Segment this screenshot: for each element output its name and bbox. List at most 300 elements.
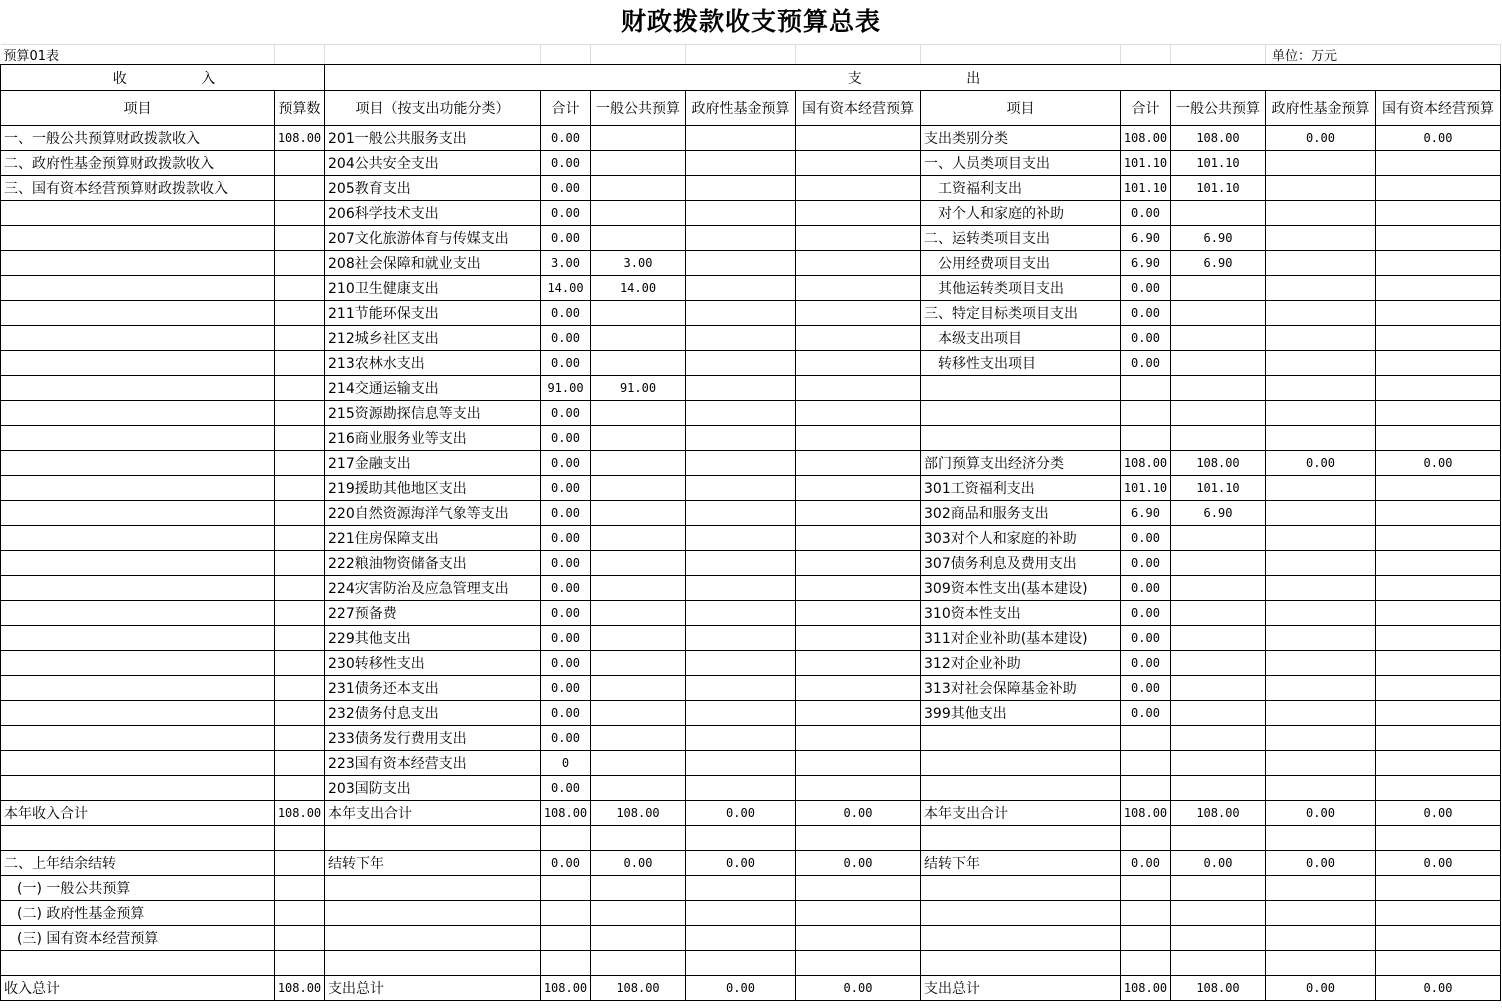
cell-econ-general[interactable] <box>1171 926 1266 951</box>
cell-func-general[interactable] <box>591 201 686 226</box>
cell-func-fund[interactable] <box>686 326 796 351</box>
cell-func-state[interactable] <box>796 751 921 776</box>
cell-econ-fund[interactable] <box>1266 901 1376 926</box>
cell-econ-state[interactable] <box>1376 501 1501 526</box>
cell[interactable] <box>921 45 1121 65</box>
cell-econ-fund[interactable] <box>1266 601 1376 626</box>
cell-func-general[interactable] <box>591 576 686 601</box>
cell-econ-state[interactable]: 0.00 <box>1376 801 1501 826</box>
cell[interactable] <box>686 45 796 65</box>
cell-func-item[interactable]: 支出总计 <box>325 976 541 1001</box>
cell-econ-general[interactable]: 108.00 <box>1171 451 1266 476</box>
cell-econ-total[interactable] <box>1121 776 1171 801</box>
cell-func-total[interactable]: 0.00 <box>541 651 591 676</box>
cell-econ-item[interactable]: 312对企业补助 <box>921 651 1121 676</box>
cell-func-general[interactable] <box>591 826 686 851</box>
cell-econ-state[interactable] <box>1376 576 1501 601</box>
cell-income-budget[interactable] <box>275 776 325 801</box>
cell-econ-item[interactable]: 311对企业补助(基本建设) <box>921 626 1121 651</box>
cell-econ-fund[interactable] <box>1266 626 1376 651</box>
cell-func-state[interactable] <box>796 651 921 676</box>
cell-income-budget[interactable] <box>275 951 325 976</box>
cell-econ-item[interactable]: 一、人员类项目支出 <box>921 151 1121 176</box>
cell-func-total[interactable]: 0.00 <box>541 426 591 451</box>
cell-func-item[interactable]: 230转移性支出 <box>325 651 541 676</box>
cell-econ-total[interactable] <box>1121 826 1171 851</box>
cell-econ-general[interactable] <box>1171 301 1266 326</box>
cell-func-total[interactable]: 0.00 <box>541 676 591 701</box>
cell-econ-state[interactable]: 0.00 <box>1376 851 1501 876</box>
cell-econ-state[interactable] <box>1376 726 1501 751</box>
cell-econ-fund[interactable] <box>1266 826 1376 851</box>
cell-func-total[interactable]: 0.00 <box>541 501 591 526</box>
cell-econ-item[interactable]: 309资本性支出(基本建设) <box>921 576 1121 601</box>
cell[interactable] <box>1171 45 1266 65</box>
cell-func-total[interactable]: 14.00 <box>541 276 591 301</box>
cell-econ-total[interactable] <box>1121 376 1171 401</box>
cell-econ-item[interactable]: 三、特定目标类项目支出 <box>921 301 1121 326</box>
cell-income-budget[interactable]: 108.00 <box>275 801 325 826</box>
cell-income-item[interactable]: (二) 政府性基金预算 <box>1 901 275 926</box>
cell-income-item[interactable] <box>1 476 275 501</box>
cell-func-item[interactable]: 211节能环保支出 <box>325 301 541 326</box>
col-header-state[interactable]: 国有资本经营预算 <box>796 91 921 126</box>
cell-econ-total[interactable]: 0.00 <box>1121 526 1171 551</box>
cell-income-item[interactable] <box>1 376 275 401</box>
cell-func-fund[interactable] <box>686 551 796 576</box>
cell-econ-state[interactable] <box>1376 351 1501 376</box>
cell-econ-fund[interactable] <box>1266 651 1376 676</box>
cell-func-total[interactable]: 0.00 <box>541 851 591 876</box>
cell-income-item[interactable] <box>1 726 275 751</box>
cell-func-state[interactable] <box>796 876 921 901</box>
cell-econ-state[interactable] <box>1376 626 1501 651</box>
cell-econ-fund[interactable] <box>1266 576 1376 601</box>
cell-income-item[interactable] <box>1 601 275 626</box>
cell-econ-total[interactable]: 0.00 <box>1121 676 1171 701</box>
cell-func-item[interactable]: 227预备费 <box>325 601 541 626</box>
cell-econ-total[interactable]: 6.90 <box>1121 501 1171 526</box>
col-header-total-2[interactable]: 合计 <box>1121 91 1171 126</box>
cell-func-fund[interactable] <box>686 401 796 426</box>
cell-income-item[interactable] <box>1 201 275 226</box>
cell-func-total[interactable]: 0.00 <box>541 526 591 551</box>
col-header-general[interactable]: 一般公共预算 <box>591 91 686 126</box>
cell-func-total[interactable]: 0.00 <box>541 201 591 226</box>
cell-econ-general[interactable] <box>1171 876 1266 901</box>
cell-func-item[interactable] <box>325 901 541 926</box>
cell-func-item[interactable]: 214交通运输支出 <box>325 376 541 401</box>
cell-econ-general[interactable] <box>1171 676 1266 701</box>
cell-func-state[interactable] <box>796 176 921 201</box>
cell-econ-fund[interactable] <box>1266 676 1376 701</box>
cell-func-state[interactable] <box>796 276 921 301</box>
cell-income-budget[interactable] <box>275 676 325 701</box>
cell-func-total[interactable]: 0.00 <box>541 151 591 176</box>
cell-func-fund[interactable]: 0.00 <box>686 851 796 876</box>
cell-econ-general[interactable] <box>1171 376 1266 401</box>
cell-econ-fund[interactable] <box>1266 151 1376 176</box>
cell-econ-general[interactable] <box>1171 951 1266 976</box>
cell-func-general[interactable] <box>591 776 686 801</box>
cell-func-total[interactable]: 91.00 <box>541 376 591 401</box>
cell-income-budget[interactable] <box>275 701 325 726</box>
cell-econ-state[interactable] <box>1376 151 1501 176</box>
cell-econ-fund[interactable] <box>1266 726 1376 751</box>
cell-income-item[interactable]: (三) 国有资本经营预算 <box>1 926 275 951</box>
col-header-total[interactable]: 合计 <box>541 91 591 126</box>
cell-income-budget[interactable] <box>275 476 325 501</box>
cell-func-general[interactable] <box>591 501 686 526</box>
cell-func-state[interactable] <box>796 776 921 801</box>
cell-econ-state[interactable] <box>1376 251 1501 276</box>
cell-func-general[interactable] <box>591 451 686 476</box>
cell-func-general[interactable]: 3.00 <box>591 251 686 276</box>
cell-econ-state[interactable] <box>1376 901 1501 926</box>
cell-func-general[interactable] <box>591 876 686 901</box>
cell-income-item[interactable] <box>1 426 275 451</box>
cell-func-total[interactable]: 0.00 <box>541 326 591 351</box>
cell-func-item[interactable] <box>325 926 541 951</box>
cell-econ-state[interactable] <box>1376 926 1501 951</box>
cell-income-item[interactable] <box>1 626 275 651</box>
cell-func-total[interactable]: 0.00 <box>541 401 591 426</box>
cell-income-budget[interactable] <box>275 226 325 251</box>
cell-func-fund[interactable] <box>686 426 796 451</box>
cell-func-general[interactable]: 91.00 <box>591 376 686 401</box>
cell-func-fund[interactable] <box>686 476 796 501</box>
cell-econ-state[interactable] <box>1376 551 1501 576</box>
cell-func-fund[interactable] <box>686 901 796 926</box>
cell-income-item[interactable]: 二、上年结余结转 <box>1 851 275 876</box>
col-header-income-item[interactable]: 项目 <box>1 91 275 126</box>
cell-econ-general[interactable] <box>1171 826 1266 851</box>
cell-econ-item[interactable]: 301工资福利支出 <box>921 476 1121 501</box>
cell-econ-total[interactable] <box>1121 426 1171 451</box>
cell-func-item[interactable]: 210卫生健康支出 <box>325 276 541 301</box>
cell-func-state[interactable] <box>796 151 921 176</box>
cell-income-item[interactable] <box>1 276 275 301</box>
cell-func-state[interactable] <box>796 626 921 651</box>
cell-econ-total[interactable]: 108.00 <box>1121 976 1171 1001</box>
cell-func-state[interactable] <box>796 451 921 476</box>
cell[interactable] <box>275 45 325 65</box>
cell-econ-fund[interactable] <box>1266 701 1376 726</box>
cell-func-fund[interactable] <box>686 926 796 951</box>
cell-econ-item[interactable]: 部门预算支出经济分类 <box>921 451 1121 476</box>
cell-income-budget[interactable] <box>275 526 325 551</box>
cell-income-budget[interactable] <box>275 301 325 326</box>
cell-func-total[interactable]: 0.00 <box>541 626 591 651</box>
cell-func-fund[interactable]: 0.00 <box>686 801 796 826</box>
cell-func-general[interactable] <box>591 426 686 451</box>
cell-func-state[interactable] <box>796 701 921 726</box>
cell-econ-state[interactable]: 0.00 <box>1376 451 1501 476</box>
cell-econ-general[interactable] <box>1171 401 1266 426</box>
cell-income-budget[interactable] <box>275 326 325 351</box>
cell-econ-fund[interactable] <box>1266 776 1376 801</box>
cell-func-state[interactable] <box>796 126 921 151</box>
cell-func-item[interactable]: 205教育支出 <box>325 176 541 201</box>
cell-func-general[interactable] <box>591 126 686 151</box>
cell-func-item[interactable]: 222粮油物资储备支出 <box>325 551 541 576</box>
cell-func-total[interactable] <box>541 826 591 851</box>
cell-income-budget[interactable] <box>275 151 325 176</box>
cell-econ-item[interactable]: 支出总计 <box>921 976 1121 1001</box>
cell-func-total[interactable]: 0.00 <box>541 301 591 326</box>
cell-income-item[interactable] <box>1 451 275 476</box>
cell-econ-state[interactable] <box>1376 176 1501 201</box>
cell-income-budget[interactable] <box>275 351 325 376</box>
cell-func-item[interactable]: 206科学技术支出 <box>325 201 541 226</box>
cell-econ-item[interactable]: 303对个人和家庭的补助 <box>921 526 1121 551</box>
cell-func-fund[interactable] <box>686 626 796 651</box>
cell-func-fund[interactable] <box>686 676 796 701</box>
cell-func-state[interactable] <box>796 951 921 976</box>
cell-func-fund[interactable] <box>686 376 796 401</box>
cell-econ-total[interactable]: 0.00 <box>1121 201 1171 226</box>
cell-income-budget[interactable] <box>275 576 325 601</box>
cell-func-item[interactable]: 203国防支出 <box>325 776 541 801</box>
cell-income-budget[interactable] <box>275 276 325 301</box>
cell[interactable] <box>591 45 686 65</box>
cell-func-total[interactable]: 0.00 <box>541 601 591 626</box>
cell-econ-total[interactable]: 6.90 <box>1121 251 1171 276</box>
cell-func-item[interactable]: 208社会保障和就业支出 <box>325 251 541 276</box>
cell-econ-state[interactable] <box>1376 676 1501 701</box>
cell-func-state[interactable] <box>796 526 921 551</box>
cell-func-item[interactable] <box>325 876 541 901</box>
cell-func-general[interactable] <box>591 151 686 176</box>
cell-econ-state[interactable] <box>1376 401 1501 426</box>
cell-income-item[interactable] <box>1 301 275 326</box>
cell-income-budget[interactable] <box>275 651 325 676</box>
cell-econ-general[interactable] <box>1171 276 1266 301</box>
cell-econ-fund[interactable] <box>1266 326 1376 351</box>
cell-econ-state[interactable] <box>1376 476 1501 501</box>
cell-func-total[interactable]: 0.00 <box>541 176 591 201</box>
cell-econ-total[interactable]: 0.00 <box>1121 326 1171 351</box>
cell-econ-total[interactable]: 0.00 <box>1121 351 1171 376</box>
cell-income-item[interactable] <box>1 501 275 526</box>
cell-func-fund[interactable] <box>686 351 796 376</box>
cell-econ-fund[interactable] <box>1266 201 1376 226</box>
cell-func-state[interactable] <box>796 601 921 626</box>
cell-func-item[interactable]: 233债务发行费用支出 <box>325 726 541 751</box>
cell-econ-general[interactable] <box>1171 551 1266 576</box>
cell-income-budget[interactable] <box>275 626 325 651</box>
cell[interactable] <box>541 45 591 65</box>
cell-econ-item[interactable] <box>921 951 1121 976</box>
cell-func-state[interactable] <box>796 226 921 251</box>
cell-income-item[interactable]: 本年收入合计 <box>1 801 275 826</box>
cell-func-item[interactable]: 232债务付息支出 <box>325 701 541 726</box>
cell-econ-state[interactable] <box>1376 426 1501 451</box>
cell-func-general[interactable]: 108.00 <box>591 801 686 826</box>
cell-func-fund[interactable] <box>686 951 796 976</box>
cell-econ-fund[interactable] <box>1266 876 1376 901</box>
cell-func-state[interactable] <box>796 901 921 926</box>
col-header-item[interactable]: 项目 <box>921 91 1121 126</box>
cell-econ-state[interactable] <box>1376 276 1501 301</box>
cell-func-total[interactable]: 0.00 <box>541 476 591 501</box>
cell-income-item[interactable]: 收入总计 <box>1 976 275 1001</box>
cell-econ-total[interactable]: 0.00 <box>1121 551 1171 576</box>
cell-econ-total[interactable]: 6.90 <box>1121 226 1171 251</box>
cell-econ-general[interactable] <box>1171 901 1266 926</box>
cell-func-item[interactable]: 204公共安全支出 <box>325 151 541 176</box>
cell-econ-item[interactable]: 对个人和家庭的补助 <box>921 201 1121 226</box>
cell-func-state[interactable] <box>796 676 921 701</box>
cell-func-fund[interactable]: 0.00 <box>686 976 796 1001</box>
cell-econ-fund[interactable] <box>1266 401 1376 426</box>
cell-econ-total[interactable]: 108.00 <box>1121 801 1171 826</box>
cell-income-budget[interactable] <box>275 176 325 201</box>
cell-econ-total[interactable] <box>1121 951 1171 976</box>
cell-func-general[interactable] <box>591 551 686 576</box>
cell-func-item[interactable]: 212城乡社区支出 <box>325 326 541 351</box>
cell-func-general[interactable] <box>591 626 686 651</box>
cell-econ-total[interactable]: 0.00 <box>1121 601 1171 626</box>
cell-income-item[interactable] <box>1 776 275 801</box>
cell-econ-fund[interactable] <box>1266 501 1376 526</box>
cell-func-total[interactable] <box>541 876 591 901</box>
cell-econ-fund[interactable] <box>1266 751 1376 776</box>
cell-income-budget[interactable] <box>275 876 325 901</box>
cell-func-fund[interactable] <box>686 651 796 676</box>
cell-econ-general[interactable] <box>1171 326 1266 351</box>
cell-func-state[interactable]: 0.00 <box>796 976 921 1001</box>
cell-income-item[interactable] <box>1 226 275 251</box>
cell-func-state[interactable] <box>796 476 921 501</box>
cell-func-general[interactable] <box>591 701 686 726</box>
cell-econ-general[interactable] <box>1171 576 1266 601</box>
cell-func-total[interactable]: 0.00 <box>541 226 591 251</box>
cell-econ-state[interactable] <box>1376 701 1501 726</box>
cell-econ-total[interactable]: 0.00 <box>1121 626 1171 651</box>
cell-econ-general[interactable]: 108.00 <box>1171 976 1266 1001</box>
cell-func-total[interactable]: 0.00 <box>541 351 591 376</box>
cell-econ-item[interactable] <box>921 826 1121 851</box>
cell-func-general[interactable] <box>591 751 686 776</box>
cell-func-item[interactable]: 本年支出合计 <box>325 801 541 826</box>
cell-income-budget[interactable] <box>275 251 325 276</box>
cell-econ-item[interactable]: 转移性支出项目 <box>921 351 1121 376</box>
cell[interactable] <box>1121 45 1171 65</box>
cell-econ-fund[interactable] <box>1266 951 1376 976</box>
cell-econ-item[interactable]: 结转下年 <box>921 851 1121 876</box>
cell-income-item[interactable] <box>1 751 275 776</box>
cell-func-general[interactable] <box>591 351 686 376</box>
cell-econ-fund[interactable] <box>1266 276 1376 301</box>
cell-func-item[interactable]: 219援助其他地区支出 <box>325 476 541 501</box>
cell-econ-total[interactable]: 0.00 <box>1121 651 1171 676</box>
income-section-header[interactable]: 收 入 <box>1 65 325 91</box>
cell-func-item[interactable] <box>325 951 541 976</box>
cell-income-budget[interactable]: 108.00 <box>275 126 325 151</box>
cell-func-general[interactable] <box>591 526 686 551</box>
cell-func-general[interactable] <box>591 651 686 676</box>
cell-income-item[interactable] <box>1 951 275 976</box>
cell-econ-general[interactable]: 6.90 <box>1171 226 1266 251</box>
cell-econ-item[interactable]: 313对社会保障基金补助 <box>921 676 1121 701</box>
cell-econ-item[interactable]: 工资福利支出 <box>921 176 1121 201</box>
cell-econ-item[interactable] <box>921 401 1121 426</box>
cell-income-budget[interactable] <box>275 601 325 626</box>
cell-func-fund[interactable] <box>686 451 796 476</box>
cell-func-fund[interactable] <box>686 601 796 626</box>
cell-income-budget[interactable] <box>275 851 325 876</box>
cell-income-item[interactable] <box>1 676 275 701</box>
cell-func-fund[interactable] <box>686 526 796 551</box>
cell-econ-total[interactable]: 101.10 <box>1121 476 1171 501</box>
cell-econ-general[interactable] <box>1171 751 1266 776</box>
cell-func-state[interactable] <box>796 551 921 576</box>
cell-income-item[interactable] <box>1 326 275 351</box>
cell-func-fund[interactable] <box>686 726 796 751</box>
cell-func-fund[interactable] <box>686 251 796 276</box>
cell-econ-fund[interactable]: 0.00 <box>1266 851 1376 876</box>
cell-income-item[interactable] <box>1 401 275 426</box>
cell[interactable] <box>325 45 541 65</box>
cell-func-state[interactable] <box>796 201 921 226</box>
cell-econ-item[interactable] <box>921 901 1121 926</box>
cell-econ-item[interactable] <box>921 926 1121 951</box>
cell-income-item[interactable] <box>1 351 275 376</box>
cell-econ-total[interactable]: 101.10 <box>1121 151 1171 176</box>
cell-econ-total[interactable]: 0.00 <box>1121 301 1171 326</box>
cell-income-budget[interactable] <box>275 401 325 426</box>
cell-func-state[interactable]: 0.00 <box>796 801 921 826</box>
cell-func-fund[interactable] <box>686 826 796 851</box>
cell-econ-state[interactable] <box>1376 326 1501 351</box>
cell-func-fund[interactable] <box>686 701 796 726</box>
cell-func-fund[interactable] <box>686 301 796 326</box>
cell-econ-fund[interactable] <box>1266 251 1376 276</box>
cell-econ-state[interactable] <box>1376 376 1501 401</box>
cell-econ-total[interactable]: 0.00 <box>1121 701 1171 726</box>
cell-func-general[interactable] <box>591 301 686 326</box>
cell-econ-general[interactable]: 108.00 <box>1171 801 1266 826</box>
cell-func-state[interactable] <box>796 351 921 376</box>
cell-econ-item[interactable] <box>921 426 1121 451</box>
cell-func-item[interactable]: 224灾害防治及应急管理支出 <box>325 576 541 601</box>
cell-func-state[interactable] <box>796 926 921 951</box>
cell-income-budget[interactable]: 108.00 <box>275 976 325 1001</box>
cell-econ-total[interactable] <box>1121 901 1171 926</box>
cell-econ-item[interactable] <box>921 876 1121 901</box>
cell-income-item[interactable] <box>1 651 275 676</box>
cell-func-general[interactable] <box>591 176 686 201</box>
cell-income-budget[interactable] <box>275 451 325 476</box>
cell-econ-item[interactable]: 本级支出项目 <box>921 326 1121 351</box>
cell-func-item[interactable]: 223国有资本经营支出 <box>325 751 541 776</box>
cell-func-item[interactable]: 221住房保障支出 <box>325 526 541 551</box>
cell-func-total[interactable]: 0.00 <box>541 726 591 751</box>
cell-econ-item[interactable]: 二、运转类项目支出 <box>921 226 1121 251</box>
cell-income-budget[interactable] <box>275 826 325 851</box>
cell-income-budget[interactable] <box>275 201 325 226</box>
cell-func-general[interactable]: 0.00 <box>591 851 686 876</box>
cell-income-budget[interactable] <box>275 551 325 576</box>
cell-func-fund[interactable] <box>686 151 796 176</box>
cell-econ-general[interactable] <box>1171 526 1266 551</box>
cell-func-total[interactable]: 108.00 <box>541 976 591 1001</box>
cell-econ-item[interactable]: 本年支出合计 <box>921 801 1121 826</box>
cell-econ-fund[interactable] <box>1266 376 1376 401</box>
cell-econ-state[interactable] <box>1376 526 1501 551</box>
cell-income-item[interactable] <box>1 826 275 851</box>
